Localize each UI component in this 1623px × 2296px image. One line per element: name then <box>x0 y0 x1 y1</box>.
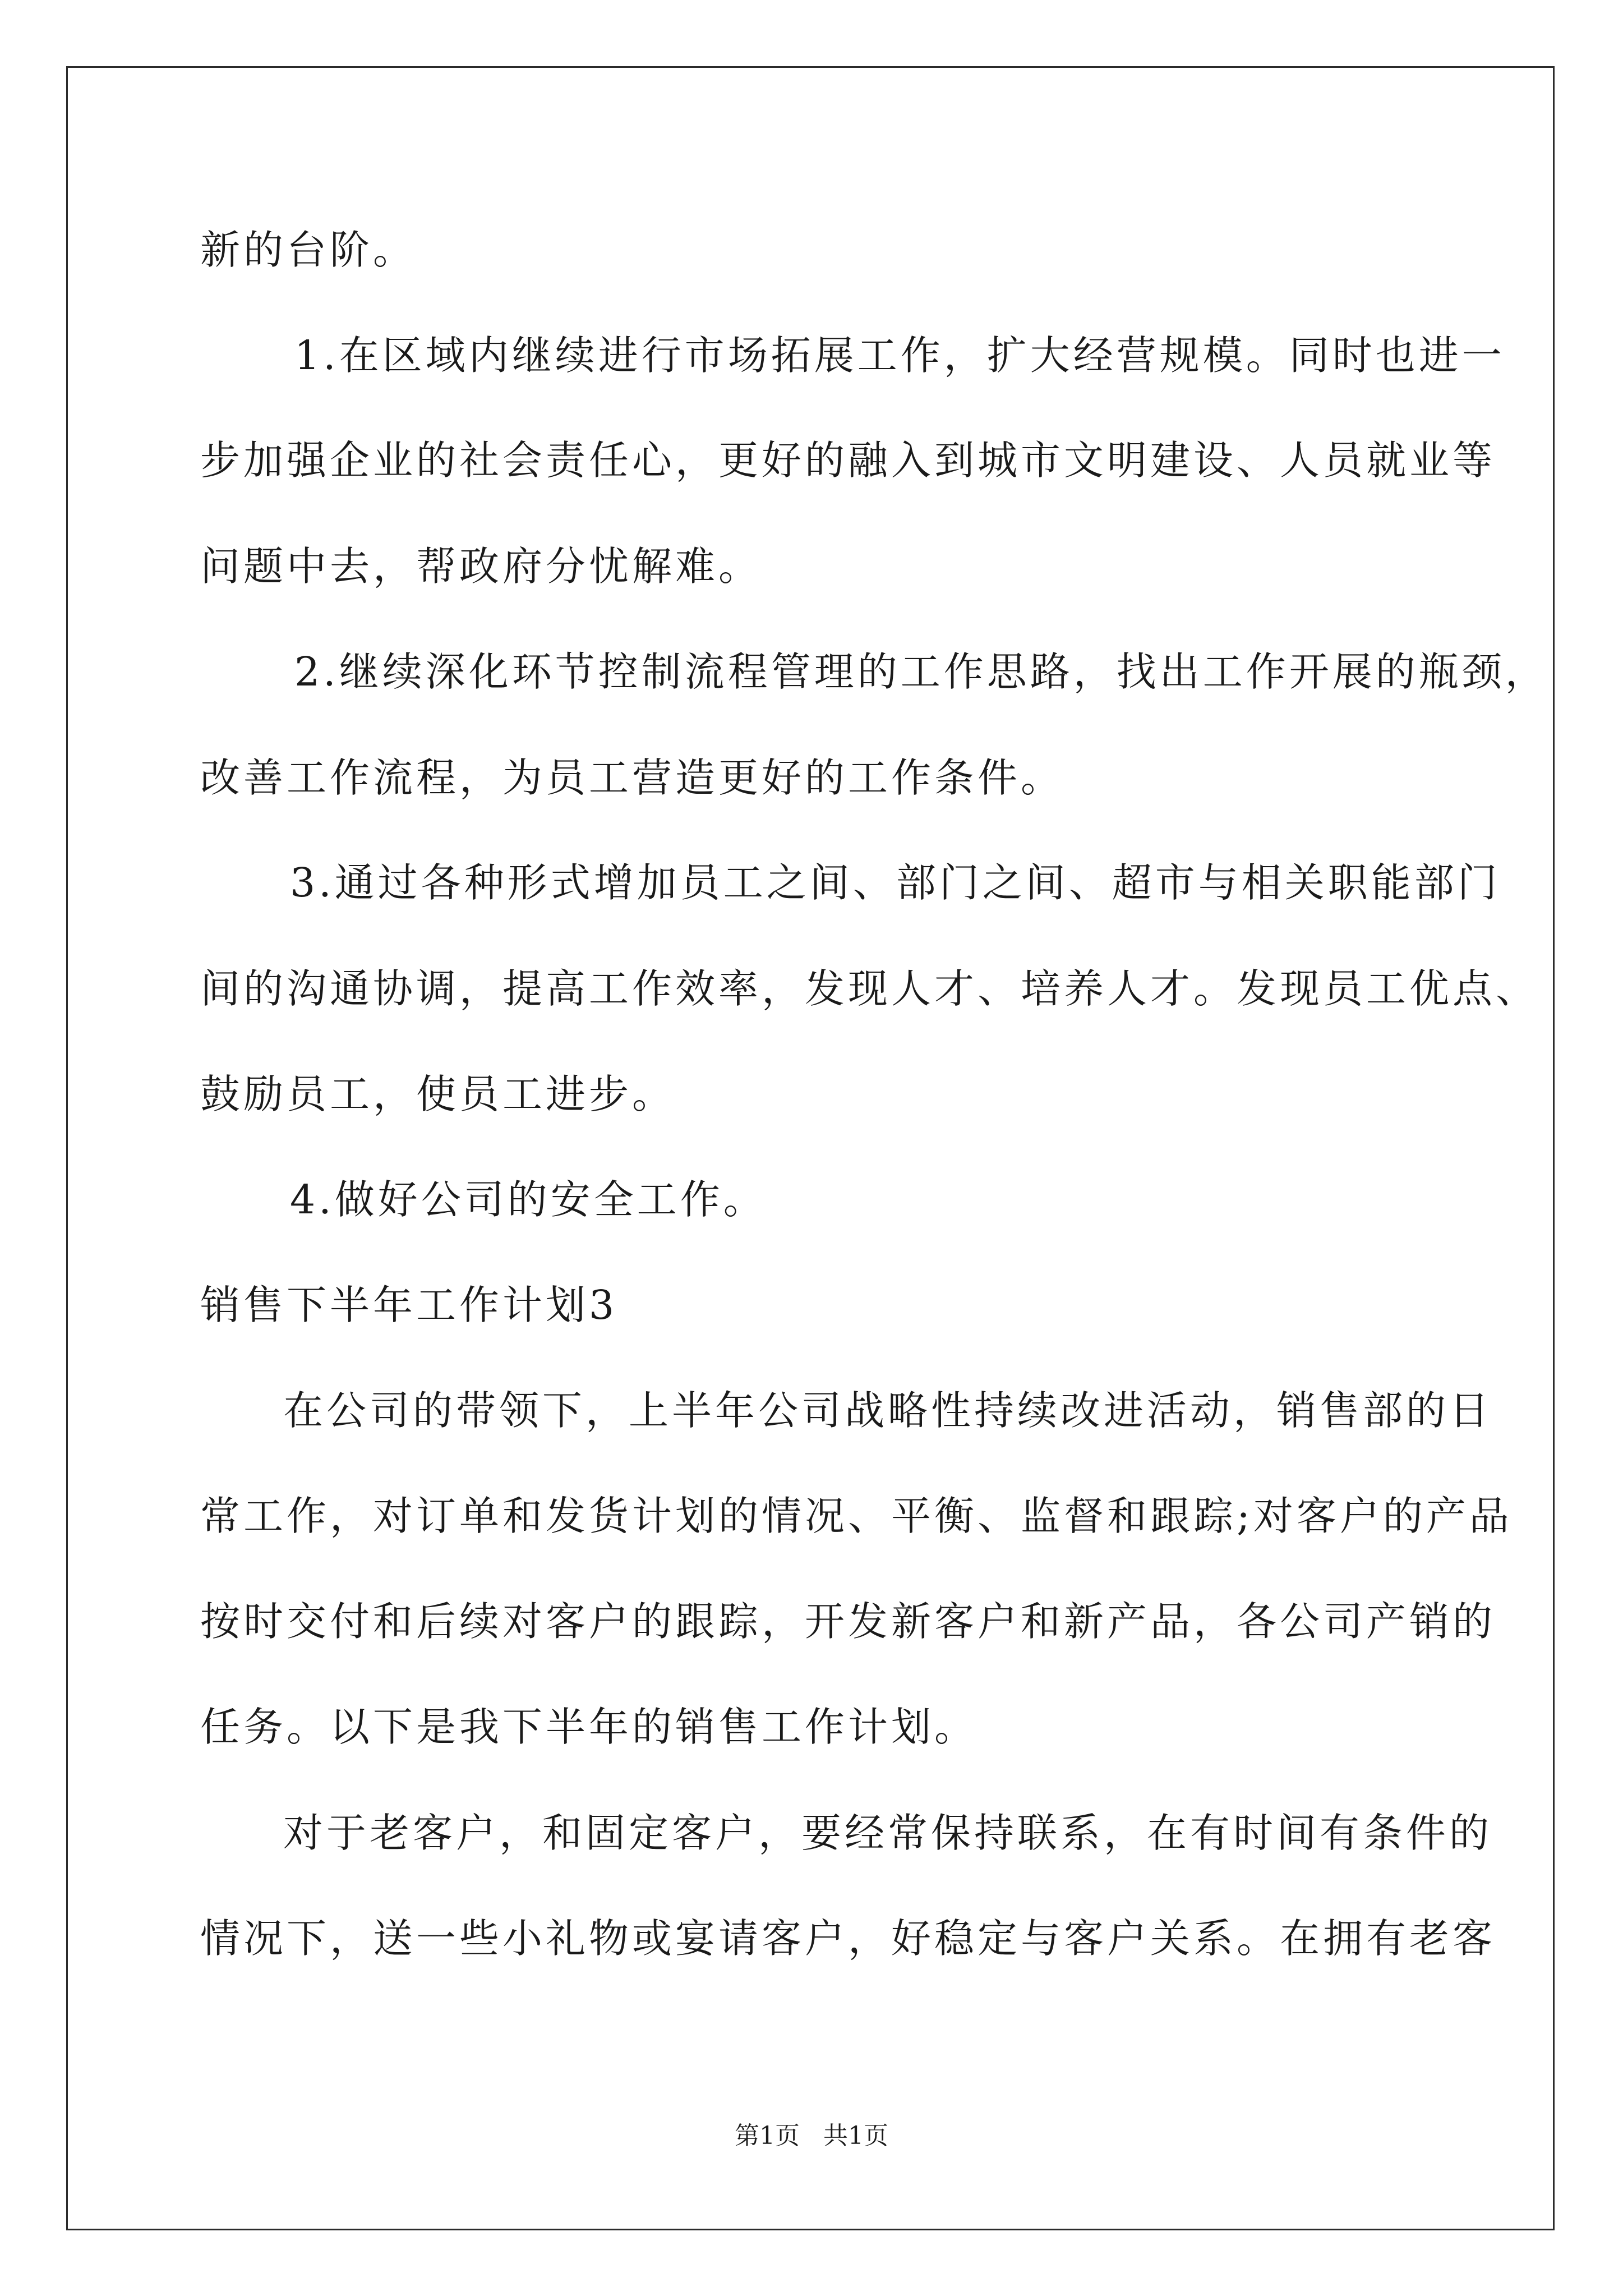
text-line: 情况下，送一些小礼物或宴请客户，好稳定与客户关系。在拥有老客 <box>200 1915 1496 1962</box>
page-footer: 第1页 共1页 <box>735 2122 888 2150</box>
text-line: 新的台阶。 <box>200 227 417 273</box>
text-line: 间的沟通协调，提高工作效率，发现人才、培养人才。发现员工优点、 <box>200 965 1539 1012</box>
text-line: 任务。以下是我下半年的销售工作计划。 <box>200 1704 978 1750</box>
text-line: 4.做好公司的安全工作。 <box>290 1176 767 1223</box>
page-border <box>66 66 1555 2230</box>
text-line: 对于老客户，和固定客户，要经常保持联系，在有时间有条件的 <box>283 1810 1493 1856</box>
text-line: 常工作，对订单和发货计划的情况、平衡、监督和跟踪;对客户的产品 <box>200 1493 1513 1539</box>
text-line: 鼓励员工，使员工进步。 <box>200 1071 676 1117</box>
text-line: 改善工作流程，为员工营造更好的工作条件。 <box>200 754 1064 801</box>
text-line: 3.通过各种形式增加员工之间、部门之间、超市与相关职能部门 <box>290 859 1501 906</box>
text-line: 在公司的带领下，上半年公司战略性持续改进活动，销售部的日 <box>283 1387 1493 1434</box>
section-heading: 销售下半年工作计划3 <box>200 1282 618 1328</box>
text-line: 2.继续深化环节控制流程管理的工作思路，找出工作开展的瓶颈， <box>294 648 1548 695</box>
text-line: 步加强企业的社会责任心，更好的融入到城市文明建设、人员就业等 <box>200 437 1496 484</box>
text-line: 按时交付和后续对客户的跟踪，开发新客户和新产品，各公司产销的 <box>200 1598 1496 1645</box>
text-line: 1.在区域内继续进行市场拓展工作，扩大经营规模。同时也进一 <box>294 332 1505 379</box>
text-line: 问题中去，帮政府分忧解难。 <box>200 543 762 590</box>
